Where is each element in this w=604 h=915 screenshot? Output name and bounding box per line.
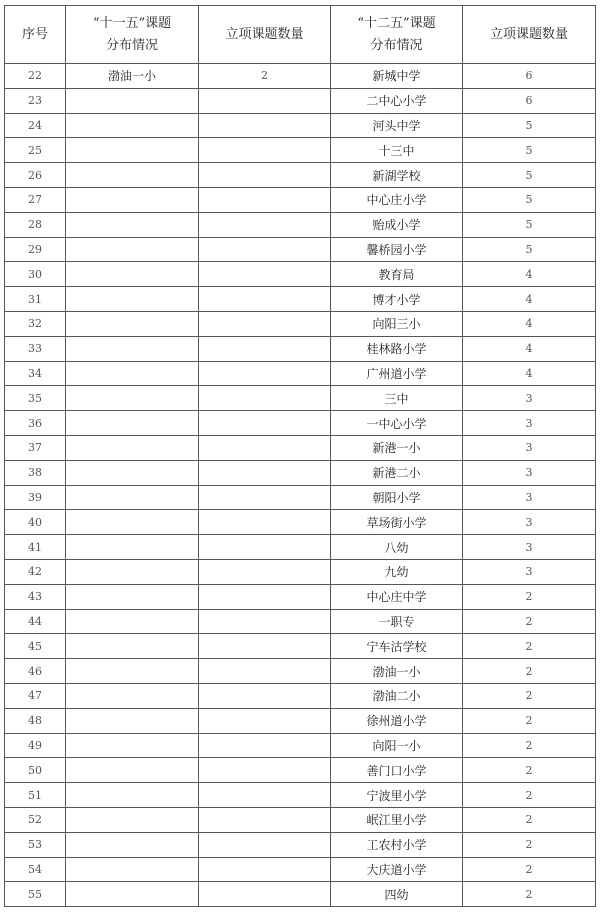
cell-plan11-school <box>66 807 199 832</box>
table-row <box>5 559 596 584</box>
cell-plan11-school <box>66 411 199 436</box>
cell-plan12-count: 5 <box>463 187 596 212</box>
cell-plan12-school: 广州道小学 <box>331 361 463 386</box>
cell-index: 22 <box>5 64 66 89</box>
cell-plan12-school: 徐州道小学 <box>331 708 463 733</box>
table-row <box>5 64 596 89</box>
cell-plan12-count: 5 <box>463 163 596 188</box>
cell-plan12-count: 5 <box>463 212 596 237</box>
cell-plan12-count: 3 <box>463 510 596 535</box>
cell-plan11-count <box>199 311 331 336</box>
table-header <box>5 6 596 64</box>
cell-plan11-school <box>66 138 199 163</box>
cell-plan12-count: 2 <box>463 659 596 684</box>
cell-plan12-school: 中心庄中学 <box>331 584 463 609</box>
cell-plan12-count: 3 <box>463 386 596 411</box>
cell-index: 26 <box>5 163 66 188</box>
cell-index: 40 <box>5 510 66 535</box>
cell-plan12-count: 3 <box>463 435 596 460</box>
cell-plan11-count <box>199 212 331 237</box>
cell-plan12-school: 大庆道小学 <box>331 857 463 882</box>
cell-index: 42 <box>5 559 66 584</box>
cell-index: 31 <box>5 287 66 312</box>
cell-index: 37 <box>5 435 66 460</box>
cell-plan11-school: 渤油一小 <box>66 64 199 89</box>
cell-plan11-school <box>66 88 199 113</box>
table-row <box>5 783 596 808</box>
cell-plan11-count <box>199 287 331 312</box>
cell-index: 46 <box>5 659 66 684</box>
table-row <box>5 361 596 386</box>
cell-plan11-school <box>66 485 199 510</box>
cell-index: 39 <box>5 485 66 510</box>
header-plan11-line1: “十一五”课题 <box>92 15 172 31</box>
cell-plan12-count: 5 <box>463 237 596 262</box>
cell-index: 27 <box>5 187 66 212</box>
table-row <box>5 386 596 411</box>
cell-plan11-school <box>66 683 199 708</box>
cell-plan11-school <box>66 609 199 634</box>
cell-plan11-count <box>199 882 331 907</box>
cell-plan12-count: 2 <box>463 832 596 857</box>
cell-plan11-school <box>66 336 199 361</box>
cell-plan12-count: 2 <box>463 708 596 733</box>
table-body <box>5 64 596 907</box>
cell-plan11-count <box>199 411 331 436</box>
cell-plan11-school <box>66 584 199 609</box>
cell-plan11-school <box>66 237 199 262</box>
project-distribution-table <box>4 5 596 907</box>
table-row <box>5 336 596 361</box>
header-row <box>5 6 596 64</box>
cell-plan11-school <box>66 113 199 138</box>
cell-plan12-school: 教育局 <box>331 262 463 287</box>
cell-plan11-count <box>199 138 331 163</box>
cell-plan11-count <box>199 262 331 287</box>
cell-index: 51 <box>5 783 66 808</box>
table-row <box>5 758 596 783</box>
cell-plan11-count <box>199 485 331 510</box>
cell-plan12-school: 新港一小 <box>331 435 463 460</box>
cell-index: 24 <box>5 113 66 138</box>
cell-plan11-count <box>199 163 331 188</box>
cell-index: 45 <box>5 634 66 659</box>
cell-plan11-school <box>66 510 199 535</box>
table-row <box>5 435 596 460</box>
table-row <box>5 683 596 708</box>
cell-plan11-school <box>66 163 199 188</box>
cell-plan11-school <box>66 435 199 460</box>
cell-plan12-count: 2 <box>463 634 596 659</box>
table-row <box>5 659 596 684</box>
cell-plan11-count <box>199 832 331 857</box>
cell-plan11-count <box>199 783 331 808</box>
cell-plan12-count: 2 <box>463 683 596 708</box>
cell-plan12-count: 5 <box>463 138 596 163</box>
cell-plan11-count <box>199 460 331 485</box>
table-row <box>5 163 596 188</box>
table-row <box>5 882 596 907</box>
cell-plan11-school <box>66 187 199 212</box>
cell-plan12-count: 4 <box>463 336 596 361</box>
cell-index: 36 <box>5 411 66 436</box>
cell-plan11-count <box>199 435 331 460</box>
table-row <box>5 311 596 336</box>
cell-plan12-school: 向阳一小 <box>331 733 463 758</box>
table-row <box>5 460 596 485</box>
cell-plan12-school: 四幼 <box>331 882 463 907</box>
cell-plan11-school <box>66 212 199 237</box>
cell-plan12-school: 十三中 <box>331 138 463 163</box>
cell-plan12-count: 3 <box>463 485 596 510</box>
table-row <box>5 708 596 733</box>
cell-plan12-school: 馨桥园小学 <box>331 237 463 262</box>
cell-plan12-school: 新港二小 <box>331 460 463 485</box>
cell-plan11-count <box>199 535 331 560</box>
table-row <box>5 733 596 758</box>
table-row <box>5 187 596 212</box>
header-index-label: 序号 <box>21 26 48 42</box>
cell-plan11-school <box>66 535 199 560</box>
cell-plan11-count <box>199 807 331 832</box>
header-index <box>5 6 66 64</box>
cell-plan12-count: 2 <box>463 783 596 808</box>
cell-index: 28 <box>5 212 66 237</box>
cell-plan11-count <box>199 857 331 882</box>
cell-plan11-count <box>199 708 331 733</box>
table-row <box>5 584 596 609</box>
cell-plan12-count: 2 <box>463 807 596 832</box>
cell-plan11-count <box>199 113 331 138</box>
cell-plan11-school <box>66 857 199 882</box>
cell-plan11-count <box>199 733 331 758</box>
cell-plan12-count: 3 <box>463 460 596 485</box>
cell-index: 30 <box>5 262 66 287</box>
header-plan11-line2: 分布情况 <box>105 37 158 53</box>
table-row <box>5 510 596 535</box>
cell-plan12-school: 向阳三小 <box>331 311 463 336</box>
cell-index: 50 <box>5 758 66 783</box>
cell-plan11-count <box>199 187 331 212</box>
cell-plan12-count: 3 <box>463 411 596 436</box>
cell-plan12-school: 岷江里小学 <box>331 807 463 832</box>
cell-plan12-count: 6 <box>463 64 596 89</box>
header-plan12-distribution <box>331 6 463 64</box>
table-row <box>5 212 596 237</box>
cell-index: 38 <box>5 460 66 485</box>
header-count12-label: 立项课题数量 <box>489 26 568 42</box>
cell-plan11-school <box>66 882 199 907</box>
cell-plan12-count: 2 <box>463 758 596 783</box>
cell-plan12-school: 八幼 <box>331 535 463 560</box>
cell-plan11-school <box>66 832 199 857</box>
cell-plan11-school <box>66 361 199 386</box>
cell-plan11-count <box>199 237 331 262</box>
cell-plan11-count <box>199 559 331 584</box>
cell-index: 29 <box>5 237 66 262</box>
cell-index: 52 <box>5 807 66 832</box>
cell-plan12-school: 宁车沽学校 <box>331 634 463 659</box>
cell-plan11-count <box>199 609 331 634</box>
table-row <box>5 832 596 857</box>
cell-plan12-count: 5 <box>463 113 596 138</box>
cell-index: 23 <box>5 88 66 113</box>
table-row <box>5 857 596 882</box>
cell-index: 55 <box>5 882 66 907</box>
header-count12 <box>463 6 596 64</box>
cell-plan12-school: 善门口小学 <box>331 758 463 783</box>
cell-plan12-count: 2 <box>463 584 596 609</box>
cell-plan11-school <box>66 262 199 287</box>
cell-index: 25 <box>5 138 66 163</box>
cell-plan11-school <box>66 733 199 758</box>
cell-plan12-school: 九幼 <box>331 559 463 584</box>
cell-plan12-count: 2 <box>463 882 596 907</box>
cell-plan11-count <box>199 88 331 113</box>
cell-plan12-school: 工农村小学 <box>331 832 463 857</box>
table-row <box>5 113 596 138</box>
header-plan12-line2: 分布情况 <box>370 37 423 53</box>
cell-plan12-school: 朝阳小学 <box>331 485 463 510</box>
table-row <box>5 138 596 163</box>
cell-plan12-count: 3 <box>463 535 596 560</box>
cell-plan12-count: 4 <box>463 262 596 287</box>
cell-plan11-school <box>66 460 199 485</box>
cell-index: 49 <box>5 733 66 758</box>
cell-plan11-school <box>66 708 199 733</box>
table-row <box>5 634 596 659</box>
cell-plan11-school <box>66 311 199 336</box>
cell-index: 47 <box>5 683 66 708</box>
table-row <box>5 262 596 287</box>
cell-plan12-school: 三中 <box>331 386 463 411</box>
table-row <box>5 287 596 312</box>
cell-plan12-school: 桂林路小学 <box>331 336 463 361</box>
cell-plan11-count <box>199 683 331 708</box>
cell-index: 43 <box>5 584 66 609</box>
cell-plan11-count <box>199 758 331 783</box>
cell-plan12-school: 草场街小学 <box>331 510 463 535</box>
cell-plan12-school: 贻成小学 <box>331 212 463 237</box>
cell-plan12-count: 2 <box>463 857 596 882</box>
cell-plan12-count: 4 <box>463 361 596 386</box>
header-plan12-line1: “十二五”课题 <box>357 15 436 31</box>
cell-index: 54 <box>5 857 66 882</box>
cell-plan12-count: 2 <box>463 733 596 758</box>
cell-plan12-school: 一职专 <box>331 609 463 634</box>
table-row <box>5 237 596 262</box>
cell-plan11-school <box>66 287 199 312</box>
table-row <box>5 485 596 510</box>
cell-plan12-school: 渤油二小 <box>331 683 463 708</box>
header-count11 <box>199 6 331 64</box>
cell-plan11-count <box>199 634 331 659</box>
cell-plan12-count: 6 <box>463 88 596 113</box>
table-row <box>5 807 596 832</box>
header-count11-label: 立项课题数量 <box>225 26 304 42</box>
cell-plan11-school <box>66 386 199 411</box>
cell-index: 44 <box>5 609 66 634</box>
cell-plan12-school: 二中心小学 <box>331 88 463 113</box>
cell-plan11-count <box>199 336 331 361</box>
cell-plan12-school: 一中心小学 <box>331 411 463 436</box>
header-plan11-distribution <box>66 6 199 64</box>
cell-plan11-school <box>66 634 199 659</box>
cell-plan11-count <box>199 510 331 535</box>
cell-plan12-school: 新湖学校 <box>331 163 463 188</box>
cell-index: 32 <box>5 311 66 336</box>
cell-index: 41 <box>5 535 66 560</box>
cell-plan11-school <box>66 659 199 684</box>
cell-plan12-school: 宁波里小学 <box>331 783 463 808</box>
cell-index: 34 <box>5 361 66 386</box>
cell-plan12-count: 4 <box>463 311 596 336</box>
cell-index: 53 <box>5 832 66 857</box>
cell-plan12-count: 3 <box>463 559 596 584</box>
cell-plan11-count <box>199 659 331 684</box>
cell-plan12-school: 渤油一小 <box>331 659 463 684</box>
cell-plan12-school: 中心庄小学 <box>331 187 463 212</box>
cell-plan11-count: 2 <box>199 64 331 89</box>
table-row <box>5 411 596 436</box>
cell-plan12-school: 博才小学 <box>331 287 463 312</box>
cell-plan11-school <box>66 783 199 808</box>
cell-plan12-count: 2 <box>463 609 596 634</box>
table-row <box>5 609 596 634</box>
cell-index: 35 <box>5 386 66 411</box>
cell-index: 48 <box>5 708 66 733</box>
cell-plan11-count <box>199 584 331 609</box>
table-row <box>5 535 596 560</box>
cell-plan11-count <box>199 386 331 411</box>
cell-index: 33 <box>5 336 66 361</box>
cell-plan12-school: 新城中学 <box>331 64 463 89</box>
cell-plan11-school <box>66 559 199 584</box>
cell-plan12-count: 4 <box>463 287 596 312</box>
table-row <box>5 88 596 113</box>
cell-plan11-school <box>66 758 199 783</box>
cell-plan12-school: 河头中学 <box>331 113 463 138</box>
cell-plan11-count <box>199 361 331 386</box>
